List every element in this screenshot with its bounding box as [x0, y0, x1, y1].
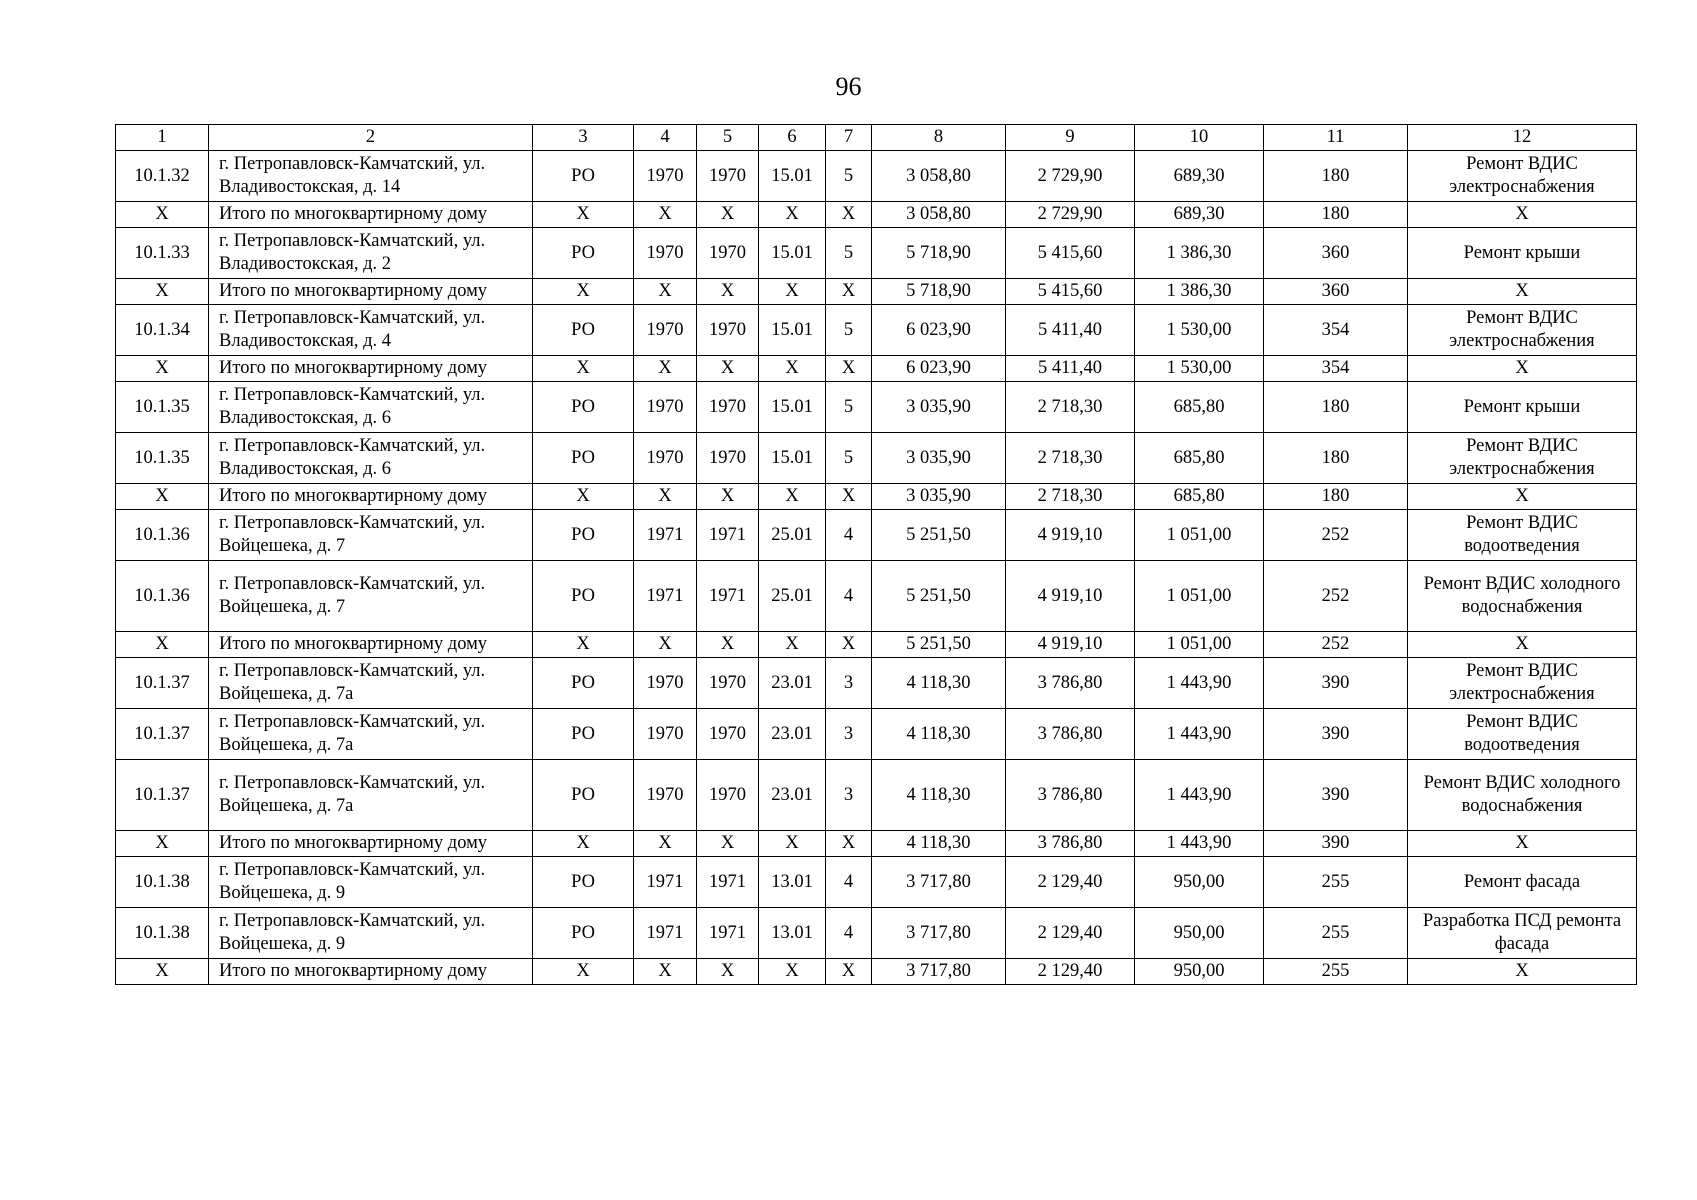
table-cell-col-6: Х [759, 356, 826, 382]
table-cell-col-4: 1970 [634, 382, 697, 433]
table-cell-col-9: 5 411,40 [1006, 305, 1135, 356]
summary-row [116, 356, 1637, 382]
table-cell-col-4: Х [634, 632, 697, 658]
table-cell-col-8: 6 023,90 [872, 305, 1006, 356]
table-cell-col-8: 3 035,90 [872, 382, 1006, 433]
table-cell-col-7: 5 [826, 305, 872, 356]
table-cell-col-10: 1 530,00 [1135, 305, 1264, 356]
repair-program-table [115, 124, 1637, 985]
table-cell-col-4: 1970 [634, 305, 697, 356]
table-cell-col-5: Х [697, 959, 759, 985]
table-cell-col-3: РО [533, 151, 634, 202]
table-cell-col-11: 390 [1264, 658, 1408, 709]
table-cell-col-5: 1970 [697, 305, 759, 356]
table-cell-col-12: Ремонт ВДИС водоотведения [1408, 709, 1637, 760]
column-header-12: 12 [1408, 125, 1637, 151]
table-cell-col-10: 1 443,90 [1135, 709, 1264, 760]
table-cell-col-10: 1 386,30 [1135, 228, 1264, 279]
table-cell-col-12: Ремонт ВДИС электроснабжения [1408, 433, 1637, 484]
table-cell-col-4: Х [634, 356, 697, 382]
table-cell-col-10: 1 530,00 [1135, 356, 1264, 382]
table-cell-col-4: Х [634, 279, 697, 305]
table-cell-col-12: Ремонт крыши [1408, 228, 1637, 279]
table-cell-col-6: 23.01 [759, 658, 826, 709]
table-row [116, 433, 1637, 484]
table-cell-col-5: 1971 [697, 857, 759, 908]
table-cell-col-6: 13.01 [759, 857, 826, 908]
table-cell-col-1: 10.1.37 [116, 709, 209, 760]
table-cell-col-12: Ремонт крыши [1408, 382, 1637, 433]
table-cell-col-3: Х [533, 202, 634, 228]
table-cell-col-11: 180 [1264, 433, 1408, 484]
table-cell-col-9: 5 411,40 [1006, 356, 1135, 382]
table-cell-col-9: 2 718,30 [1006, 382, 1135, 433]
table-cell-col-3: РО [533, 561, 634, 632]
table-cell-col-6: Х [759, 279, 826, 305]
table-cell-col-1: Х [116, 356, 209, 382]
table-cell-col-12: Ремонт ВДИС электроснабжения [1408, 305, 1637, 356]
table-cell-col-11: 180 [1264, 151, 1408, 202]
table-cell-col-2: г. Петропавловск-Камчатский, ул. Владивостокская, д. 14 [209, 151, 533, 202]
summary-row [116, 202, 1637, 228]
table-cell-col-7: 5 [826, 228, 872, 279]
column-header-5: 5 [697, 125, 759, 151]
table-cell-col-5: Х [697, 279, 759, 305]
table-cell-col-8: 3 035,90 [872, 484, 1006, 510]
table-cell-col-6: 15.01 [759, 228, 826, 279]
table-cell-col-5: 1971 [697, 908, 759, 959]
table-cell-col-1: 10.1.35 [116, 382, 209, 433]
table-cell-col-7: 4 [826, 857, 872, 908]
table-cell-col-6: 23.01 [759, 760, 826, 831]
table-cell-col-5: 1970 [697, 382, 759, 433]
table-cell-col-11: 252 [1264, 632, 1408, 658]
table-cell-col-2: Итого по многоквартирному дому [209, 279, 533, 305]
table-cell-col-5: 1971 [697, 561, 759, 632]
table-cell-col-10: 950,00 [1135, 908, 1264, 959]
table-cell-col-2: Итого по многоквартирному дому [209, 632, 533, 658]
table-cell-col-4: 1971 [634, 561, 697, 632]
table-cell-col-3: РО [533, 433, 634, 484]
table-header [116, 125, 1637, 151]
table-cell-col-8: 5 718,90 [872, 279, 1006, 305]
table-cell-col-9: 2 718,30 [1006, 433, 1135, 484]
table-cell-col-12: Ремонт ВДИС электроснабжения [1408, 151, 1637, 202]
table-cell-col-11: 180 [1264, 202, 1408, 228]
table-cell-col-5: 1970 [697, 658, 759, 709]
table-cell-col-11: 255 [1264, 959, 1408, 985]
table-cell-col-3: Х [533, 356, 634, 382]
table-cell-col-9: 2 129,40 [1006, 959, 1135, 985]
table-cell-col-2: г. Петропавловск-Камчатский, ул. Войцешека, д. 7а [209, 709, 533, 760]
table-cell-col-9: 3 786,80 [1006, 831, 1135, 857]
table-cell-col-8: 3 717,80 [872, 908, 1006, 959]
table-cell-col-4: 1970 [634, 709, 697, 760]
table-cell-col-6: 23.01 [759, 709, 826, 760]
table-cell-col-10: 1 051,00 [1135, 561, 1264, 632]
column-header-10: 10 [1135, 125, 1264, 151]
table-cell-col-8: 4 118,30 [872, 709, 1006, 760]
table-cell-col-1: Х [116, 632, 209, 658]
table-cell-col-11: 390 [1264, 831, 1408, 857]
table-row [116, 305, 1637, 356]
table-cell-col-2: г. Петропавловск-Камчатский, ул. Войцешека, д. 7а [209, 658, 533, 709]
column-header-6: 6 [759, 125, 826, 151]
table-cell-col-1: 10.1.34 [116, 305, 209, 356]
table-cell-col-4: 1970 [634, 760, 697, 831]
table-cell-col-5: 1971 [697, 510, 759, 561]
table-cell-col-11: 360 [1264, 228, 1408, 279]
table-cell-col-12: Х [1408, 632, 1637, 658]
table-cell-col-4: 1970 [634, 151, 697, 202]
table-cell-col-12: Ремонт фасада [1408, 857, 1637, 908]
table-cell-col-8: 4 118,30 [872, 760, 1006, 831]
table-cell-col-3: Х [533, 632, 634, 658]
table-cell-col-3: Х [533, 959, 634, 985]
table-cell-col-9: 2 729,90 [1006, 151, 1135, 202]
table-cell-col-3: РО [533, 382, 634, 433]
table-cell-col-8: 3 717,80 [872, 857, 1006, 908]
table-row [116, 151, 1637, 202]
column-header-7: 7 [826, 125, 872, 151]
table-cell-col-3: РО [533, 709, 634, 760]
table-cell-col-1: Х [116, 279, 209, 305]
table-cell-col-7: Х [826, 356, 872, 382]
table-cell-col-4: 1970 [634, 228, 697, 279]
table-cell-col-8: 4 118,30 [872, 831, 1006, 857]
table-cell-col-7: Х [826, 484, 872, 510]
table-cell-col-9: 5 415,60 [1006, 279, 1135, 305]
table-cell-col-2: г. Петропавловск-Камчатский, ул. Владивостокская, д. 6 [209, 433, 533, 484]
table-cell-col-12: Х [1408, 484, 1637, 510]
table-cell-col-10: 1 051,00 [1135, 632, 1264, 658]
table-cell-col-2: г. Петропавловск-Камчатский, ул. Войцешека, д. 7 [209, 510, 533, 561]
table-cell-col-11: 255 [1264, 857, 1408, 908]
column-header-3: 3 [533, 125, 634, 151]
table-cell-col-1: Х [116, 484, 209, 510]
table-cell-col-5: Х [697, 202, 759, 228]
table-cell-col-3: Х [533, 831, 634, 857]
summary-row [116, 484, 1637, 510]
table-cell-col-2: г. Петропавловск-Камчатский, ул. Владивостокская, д. 4 [209, 305, 533, 356]
table-row [116, 857, 1637, 908]
table-cell-col-9: 4 919,10 [1006, 510, 1135, 561]
column-header-8: 8 [872, 125, 1006, 151]
table-cell-col-6: Х [759, 831, 826, 857]
table-cell-col-7: Х [826, 959, 872, 985]
table-row [116, 382, 1637, 433]
table-cell-col-12: Х [1408, 202, 1637, 228]
table-cell-col-12: Х [1408, 831, 1637, 857]
column-header-4: 4 [634, 125, 697, 151]
table-row [116, 561, 1637, 632]
table-cell-col-8: 3 058,80 [872, 202, 1006, 228]
table-cell-col-7: Х [826, 831, 872, 857]
table-cell-col-10: 1 051,00 [1135, 510, 1264, 561]
table-cell-col-12: Разработка ПСД ремонта фасада [1408, 908, 1637, 959]
table-cell-col-1: Х [116, 202, 209, 228]
table-cell-col-4: 1971 [634, 908, 697, 959]
table-cell-col-8: 5 718,90 [872, 228, 1006, 279]
table-cell-col-7: 3 [826, 760, 872, 831]
table-cell-col-6: 15.01 [759, 382, 826, 433]
table-cell-col-2: г. Петропавловск-Камчатский, ул. Войцешека, д. 7 [209, 561, 533, 632]
table-cell-col-11: 252 [1264, 510, 1408, 561]
table-cell-col-7: 5 [826, 151, 872, 202]
column-header-2: 2 [209, 125, 533, 151]
table-cell-col-10: 685,80 [1135, 433, 1264, 484]
table-cell-col-9: 3 786,80 [1006, 709, 1135, 760]
table-cell-col-11: 255 [1264, 908, 1408, 959]
table-cell-col-3: РО [533, 908, 634, 959]
column-header-11: 11 [1264, 125, 1408, 151]
table-cell-col-2: Итого по многоквартирному дому [209, 959, 533, 985]
table-cell-col-8: 5 251,50 [872, 510, 1006, 561]
table-row [116, 510, 1637, 561]
table-cell-col-10: 950,00 [1135, 959, 1264, 985]
table-cell-col-9: 2 129,40 [1006, 908, 1135, 959]
table-cell-col-7: 3 [826, 658, 872, 709]
table-cell-col-2: г. Петропавловск-Камчатский, ул. Войцешека, д. 9 [209, 857, 533, 908]
table-cell-col-9: 4 919,10 [1006, 632, 1135, 658]
table-cell-col-2: Итого по многоквартирному дому [209, 202, 533, 228]
summary-row [116, 279, 1637, 305]
table-row [116, 908, 1637, 959]
table-cell-col-6: 13.01 [759, 908, 826, 959]
table-cell-col-5: Х [697, 632, 759, 658]
table-cell-col-8: 5 251,50 [872, 561, 1006, 632]
table-cell-col-1: 10.1.36 [116, 510, 209, 561]
table-cell-col-10: 685,80 [1135, 484, 1264, 510]
table-cell-col-10: 950,00 [1135, 857, 1264, 908]
table-cell-col-11: 354 [1264, 356, 1408, 382]
table-cell-col-1: 10.1.35 [116, 433, 209, 484]
table-cell-col-3: РО [533, 760, 634, 831]
table-cell-col-12: Х [1408, 356, 1637, 382]
table-cell-col-6: 15.01 [759, 305, 826, 356]
table-cell-col-6: Х [759, 632, 826, 658]
table-cell-col-2: Итого по многоквартирному дому [209, 484, 533, 510]
table-cell-col-8: 4 118,30 [872, 658, 1006, 709]
table-cell-col-4: Х [634, 484, 697, 510]
table-cell-col-3: Х [533, 484, 634, 510]
table-cell-col-10: 689,30 [1135, 151, 1264, 202]
table-cell-col-5: Х [697, 831, 759, 857]
table-cell-col-8: 3 035,90 [872, 433, 1006, 484]
table-cell-col-7: 4 [826, 561, 872, 632]
table-cell-col-10: 689,30 [1135, 202, 1264, 228]
table-cell-col-1: Х [116, 831, 209, 857]
table-cell-col-1: 10.1.32 [116, 151, 209, 202]
table-cell-col-3: РО [533, 305, 634, 356]
table-cell-col-12: Х [1408, 279, 1637, 305]
column-header-9: 9 [1006, 125, 1135, 151]
table-cell-col-1: 10.1.33 [116, 228, 209, 279]
table-cell-col-4: Х [634, 959, 697, 985]
table-cell-col-11: 390 [1264, 760, 1408, 831]
summary-row [116, 959, 1637, 985]
table-cell-col-4: 1971 [634, 857, 697, 908]
table-row [116, 709, 1637, 760]
table-cell-col-5: Х [697, 356, 759, 382]
table-cell-col-6: 15.01 [759, 151, 826, 202]
table-cell-col-11: 354 [1264, 305, 1408, 356]
table-cell-col-3: РО [533, 228, 634, 279]
table-cell-col-5: Х [697, 484, 759, 510]
table-cell-col-9: 3 786,80 [1006, 760, 1135, 831]
table-cell-col-8: 5 251,50 [872, 632, 1006, 658]
table-row [116, 760, 1637, 831]
table-cell-col-7: 3 [826, 709, 872, 760]
table-cell-col-4: Х [634, 831, 697, 857]
table-cell-col-7: Х [826, 202, 872, 228]
table-cell-col-12: Х [1408, 959, 1637, 985]
table-cell-col-7: Х [826, 632, 872, 658]
table-cell-col-9: 4 919,10 [1006, 561, 1135, 632]
table-cell-col-8: 3 058,80 [872, 151, 1006, 202]
table-cell-col-4: Х [634, 202, 697, 228]
table-cell-col-5: 1970 [697, 433, 759, 484]
table-cell-col-10: 1 443,90 [1135, 760, 1264, 831]
table-cell-col-6: 15.01 [759, 433, 826, 484]
table-cell-col-11: 252 [1264, 561, 1408, 632]
table-cell-col-3: РО [533, 510, 634, 561]
table-cell-col-10: 685,80 [1135, 382, 1264, 433]
table-cell-col-1: 10.1.37 [116, 658, 209, 709]
table-cell-col-5: 1970 [697, 151, 759, 202]
table-cell-col-2: г. Петропавловск-Камчатский, ул. Войцешека, д. 7а [209, 760, 533, 831]
table-cell-col-3: РО [533, 857, 634, 908]
table-cell-col-4: 1971 [634, 510, 697, 561]
table-cell-col-12: Ремонт ВДИС холодного водоснабжения [1408, 760, 1637, 831]
table-cell-col-4: 1970 [634, 433, 697, 484]
table-row [116, 658, 1637, 709]
table-cell-col-2: Итого по многоквартирному дому [209, 831, 533, 857]
table-cell-col-1: 10.1.37 [116, 760, 209, 831]
table-cell-col-6: 25.01 [759, 510, 826, 561]
table-cell-col-7: 5 [826, 382, 872, 433]
table-cell-col-12: Ремонт ВДИС электроснабжения [1408, 658, 1637, 709]
table-cell-col-11: 390 [1264, 709, 1408, 760]
table-body [116, 151, 1637, 985]
summary-row [116, 632, 1637, 658]
column-header-1: 1 [116, 125, 209, 151]
table-cell-col-9: 2 729,90 [1006, 202, 1135, 228]
table-cell-col-9: 2 129,40 [1006, 857, 1135, 908]
table-cell-col-3: РО [533, 658, 634, 709]
table-cell-col-9: 3 786,80 [1006, 658, 1135, 709]
table-cell-col-1: 10.1.38 [116, 857, 209, 908]
table-cell-col-4: 1970 [634, 658, 697, 709]
summary-row [116, 831, 1637, 857]
table-cell-col-6: Х [759, 202, 826, 228]
table-cell-col-5: 1970 [697, 760, 759, 831]
table-cell-col-11: 180 [1264, 484, 1408, 510]
table-cell-col-9: 5 415,60 [1006, 228, 1135, 279]
table-cell-col-5: 1970 [697, 228, 759, 279]
table-cell-col-8: 3 717,80 [872, 959, 1006, 985]
table-cell-col-7: 4 [826, 908, 872, 959]
table-cell-col-6: Х [759, 959, 826, 985]
table-row [116, 228, 1637, 279]
table-cell-col-10: 1 443,90 [1135, 658, 1264, 709]
table-cell-col-1: Х [116, 959, 209, 985]
table-cell-col-1: 10.1.38 [116, 908, 209, 959]
table-cell-col-12: Ремонт ВДИС водоотведения [1408, 510, 1637, 561]
table-cell-col-11: 180 [1264, 382, 1408, 433]
header-row [116, 125, 1637, 151]
table-cell-col-2: г. Петропавловск-Камчатский, ул. Владивостокская, д. 2 [209, 228, 533, 279]
table-cell-col-11: 360 [1264, 279, 1408, 305]
table-cell-col-10: 1 443,90 [1135, 831, 1264, 857]
table-cell-col-1: 10.1.36 [116, 561, 209, 632]
page-number: 96 [835, 72, 862, 101]
table-cell-col-2: Итого по многоквартирному дому [209, 356, 533, 382]
table-cell-col-6: Х [759, 484, 826, 510]
table-cell-col-3: Х [533, 279, 634, 305]
table-cell-col-9: 2 718,30 [1006, 484, 1135, 510]
table-cell-col-2: г. Петропавловск-Камчатский, ул. Владивостокская, д. 6 [209, 382, 533, 433]
table-cell-col-6: 25.01 [759, 561, 826, 632]
table-cell-col-10: 1 386,30 [1135, 279, 1264, 305]
table-cell-col-7: 5 [826, 433, 872, 484]
table-cell-col-7: 4 [826, 510, 872, 561]
table-cell-col-7: Х [826, 279, 872, 305]
table-cell-col-8: 6 023,90 [872, 356, 1006, 382]
table-cell-col-2: г. Петропавловск-Камчатский, ул. Войцешека, д. 9 [209, 908, 533, 959]
table-cell-col-5: 1970 [697, 709, 759, 760]
table-cell-col-12: Ремонт ВДИС холодного водоснабжения [1408, 561, 1637, 632]
